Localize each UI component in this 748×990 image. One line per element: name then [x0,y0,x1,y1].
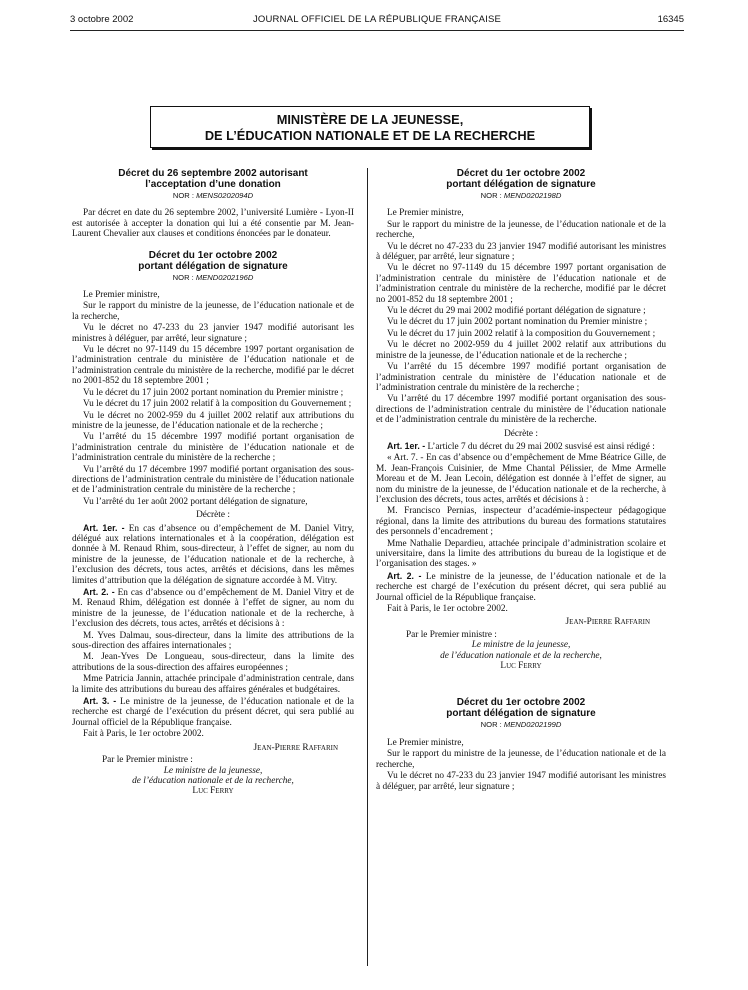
article-text: En cas d’absence ou d’empêchement de M. Daniel Vitry, délégué aux relations internationales et à la coopération, délégation est donnée à M. Renaud Rhim, sous-directeur, à l’effet de signer, au nom du ministre de la jeunesse, de l’éducation nationale et de la recherche, à l’exclusion des décrets, tous actes, arrêtés et décisions, dans les mêmes limites d’attribution que la délégation de signature accordée à M. Vitry. [72,523,355,586]
decree-3-title [376,168,666,190]
paragraph: Vu l’arrêté du 15 décembre 1997 modifié portant organisation de l’administration centrale du ministère de l’éducation nationale et de l’administration centrale du ministère de la recherche ; [376,362,666,393]
decree-1-title-line-2: l’acceptation d’une donation [145,179,281,190]
paragraph: Vu l’arrêté du 17 décembre 1997 modifié portant organisation des sous-directions de l’administration centrale du ministère de l’éducation nationale et de l’administration centrale du ministère de la recherche ; [72,464,354,496]
decrete-label: Décrète : [504,428,538,439]
paragraph: Vu l’arrêté du 17 décembre 1997 modifié portant organisation des sous-directions de l’administration centrale du ministère de l’éducation nationale et de l’administration centrale du ministère de la recherche. [376,394,666,426]
nor-label: NOR : [480,191,502,200]
ministry-heading-box [150,106,590,148]
paragraph: Vu le décret du 17 juin 2002 portant nomination du Premier ministre ; [387,317,648,328]
article-label: Art. 3. - [83,696,117,707]
signature-minister-line-2: de l’éducation nationale et de la recherche, [440,650,602,661]
paragraph: Le Premier ministre, [387,208,464,219]
decree-1-title-line-1: Décret du 26 septembre 2002 autorisant [118,168,308,179]
left-column [72,168,354,797]
decree-1-body: Par décret en date du 26 septembre 2002, l’université Lumière - Lyon-II est autorisée à accepter la donation qui lui a été consentie par M. Jean-Laurent Chevalier aux clauses et conditions énoncées par le donateur. [72,208,354,240]
decree-1-nor [72,191,354,201]
signatory-name: Jean-Pierre Raffarin [253,742,338,753]
nor-label: NOR : [480,720,502,730]
paragraph: Vu le décret no 47-233 du 23 janvier 1947 modifié autorisant les ministres à déléguer, par arrêté, leur signature ; [376,771,666,792]
decree-4-title [376,697,666,719]
header-journal-title: JOURNAL OFFICIEL DE LA RÉPUBLIQUE FRANÇAISE [252,14,502,25]
article-1 [376,441,666,452]
paragraph: M. Yves Dalmau, sous-directeur, dans la limite des attributions de la sous-direction des affaires internationales ; [72,630,354,652]
nor-code: MEND0202199D [503,720,562,730]
decree-3-title-line-1: Décret du 1er octobre 2002 [456,168,586,179]
paragraph: Sur le rapport du ministre de la jeunesse, de l’éducation nationale et de la recherche, [376,219,666,241]
header-page-number: 16345 [657,14,684,25]
article-text: L’article 7 du décret du 29 mai 2002 susvisé est ainsi rédigé : [427,441,655,452]
paragraph: Mme Nathalie Depardieu, attachée principale d’administration scolaire et universitaire, dans la limite des attributions du bureau de la logistique et de l’organisation des stages. » [376,538,666,570]
decree-4-title-line-1: Décret du 1er octobre 2002 [456,697,586,709]
signature-minister-name: Luc Ferry [500,661,542,672]
article-text: Le ministre de la jeunesse, de l’éducation nationale et de la recherche est chargé de l’exécution du présent décret, qui sera publié au Journal officiel de la République française. [376,571,667,603]
decree-2-title-line-2: portant délégation de signature [138,260,288,272]
decree-2-nor [72,273,354,283]
decree-4-nor [376,720,666,730]
fait-a-paris: Fait à Paris, le 1er octobre 2002. [83,729,204,740]
article-text: Le ministre de la jeunesse, de l’éducation nationale et de la recherche est chargé de l’exécution du présent décret, qui sera publié au Journal officiel de la République française. [72,697,354,728]
paragraph: Le Premier ministre, [83,290,160,301]
signatory-name: Jean-Pierre Raffarin [565,617,650,628]
signature-intro: Par le Premier ministre : [102,755,193,766]
header-rule [70,30,684,31]
paragraph: Vu l’arrêté du 15 décembre 1997 modifié portant organisation de l’administration centrale du ministère de l’éducation nationale et de l’administration centrale du ministère de la recherche ; [72,432,354,464]
right-column [376,168,666,793]
decree-2-title [72,250,354,272]
paragraph: M. Francisco Pernias, inspecteur d’académie-inspecteur pédagogique régional, dans la limite des attributions du bureau des formations statutaires des personnels d’encadrement ; [376,506,666,538]
nor-code: MENS0202094D [196,191,254,200]
paragraph: Vu le décret no 47-233 du 23 janvier 1947 modifié autorisant les ministres à déléguer, par arrêté, leur signature ; [376,241,666,263]
ministry-line-1: MINISTÈRE DE LA JEUNESSE, [276,112,464,127]
paragraph: Sur le rapport du ministre de la jeunesse, de l’éducation nationale et de la recherche, [72,301,354,322]
signature-minister-name: Luc Ferry [192,786,234,797]
nor-code: MEND0202198D [503,191,562,200]
paragraph: Vu le décret no 97-1149 du 15 décembre 1997 portant organisation de l’administration centrale du ministère de l’éducation nationale et de l’administration centrale du ministère de la recherche, modifié par le décret no 2001-852 du 18 septembre 2001 ; [72,345,354,387]
fait-a-paris: Fait à Paris, le 1er octobre 2002. [387,604,508,615]
article-1 [72,523,354,586]
decree-1-title [72,168,354,190]
header-date: 3 octobre 2002 [70,14,134,25]
nor-label: NOR : [172,272,194,282]
paragraph: Vu le décret du 17 juin 2002 relatif à la composition du Gouvernement ; [387,328,656,339]
article-label: Art. 2. - [83,587,115,597]
nor-code: MEND0202196D [195,272,254,282]
signature-minister-line-2: de l’éducation nationale et de la recherche, [132,775,294,786]
article-label: Art. 2. - [387,570,422,581]
signature-intro: Par le Premier ministre : [406,629,497,640]
paragraph: Vu le décret du 17 juin 2002 relatif à la composition du Gouvernement ; [83,399,352,410]
nor-label: NOR : [172,191,194,200]
decree-2-title-line-1: Décret du 1er octobre 2002 [148,249,278,261]
paragraph: M. Jean-Yves De Longueau, sous-directeur, dans la limite des attributions de la sous-direction des affaires européennes ; [72,652,354,673]
decree-3-title-line-2: portant délégation de signature [446,179,596,190]
decree-3-nor [376,191,666,201]
ministry-line-2: DE L’ÉDUCATION NATIONALE ET DE LA RECHERCHE [204,128,536,143]
article-2 [72,587,354,630]
article-3 [72,696,354,728]
paragraph: Sur le rapport du ministre de la jeunesse, de l’éducation nationale et de la recherche, [376,749,666,770]
paragraph: Mme Patricia Jannin, attachée principale d’administration centrale, dans la limite des attributions du bureau des affaires générales et budgétaires. [72,674,354,695]
paragraph: Vu le décret no 47-233 du 23 janvier 1947 modifié autorisant les ministres à déléguer, par arrêté, leur signature ; [72,323,354,344]
paragraph: Vu le décret no 2002-959 du 4 juillet 2002 relatif aux attributions du ministre de la jeunesse, de l’éducation nationale et de la recherche ; [376,340,666,361]
decrete-label: Décrète : [196,510,230,521]
paragraph: Vu le décret no 97-1149 du 15 décembre 1997 portant organisation de l’administration centrale du ministère de l’éducation nationale et de l’administration centrale du ministère de la recherche, modifié par le décret no 2001-852 du 18 septembre 2001 ; [376,263,666,305]
article-label: Art. 1er. - [387,440,426,451]
column-divider [367,168,368,966]
signature-minister-line-1: Le ministre de la jeunesse, [471,640,571,651]
paragraph: Vu le décret no 2002-959 du 4 juillet 2002 relatif aux attributions du ministre de la jeunesse, de l’éducation nationale et de la recherche ; [72,410,354,431]
running-header [70,14,684,28]
signature-minister-line-1: Le ministre de la jeunesse, [163,765,263,776]
article-text: En cas d’absence ou d’empêchement de M. Daniel Vitry et de M. Renaud Rhim, délégation est donnée à l’effet de signer, au nom du ministre de la jeunesse, de l’éducation nationale et de la recherche, à l’exclusion des décrets, tous actes, arrêtés et décisions à : [72,588,354,630]
decree-4-title-line-2: portant délégation de signature [446,708,596,720]
article-2 [376,571,666,603]
article-label: Art. 1er. - [83,522,125,533]
paragraph: Vu l’arrêté du 1er août 2002 portant délégation de signature, [83,496,308,507]
paragraph: Vu le décret du 29 mai 2002 modifié portant délégation de signature ; [387,306,646,317]
paragraph: Le Premier ministre, [387,737,464,748]
quoted-article-7: « Art. 7. - En cas d’absence ou d’empêchement de Mme Béatrice Gille, de M. Jean-François Cuisinier, de Mme Chantal Pélissier, de Mme Armelle Moreau et de M. Jean Lecoin, délégation est donnée à l’effet de signer, au nom du ministre de la jeunesse, de l’éducation nationale et de la recherche, à l’exclusion des décrets, tous actes, arrêtés et décisions à : [376,453,666,505]
paragraph: Vu le décret du 17 juin 2002 portant nomination du Premier ministre ; [83,387,344,398]
